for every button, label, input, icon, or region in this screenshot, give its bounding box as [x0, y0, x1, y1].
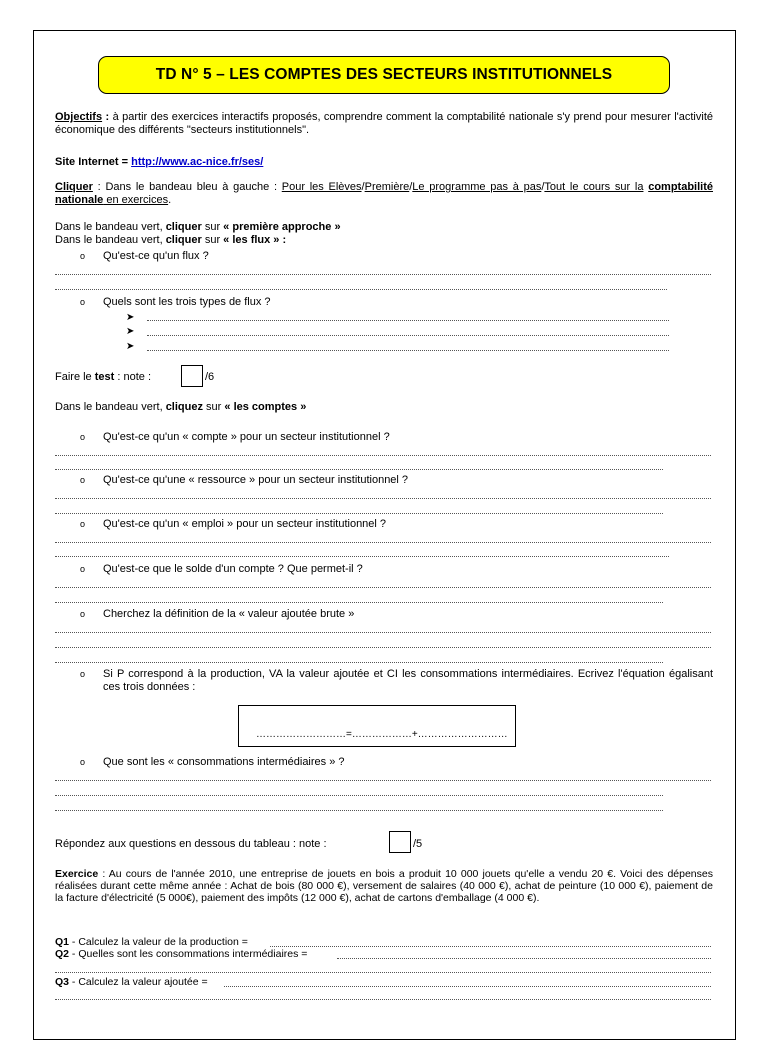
- answer-line: [147, 350, 669, 351]
- nav-sep: /: [361, 181, 365, 193]
- site-label: Site Internet =: [55, 156, 132, 168]
- q2-label: Q2: [55, 948, 70, 960]
- nav-link-eleves[interactable]: Pour les Elèves: [281, 181, 362, 193]
- answer-line: [55, 780, 711, 781]
- q1-label: Q1: [55, 936, 70, 948]
- exercise-score-input[interactable]: [389, 831, 411, 853]
- question-equation: Si P correspond à la production, VA la valeur ajoutée et CI les consommations intermédiaires. Ecrivez l'équation égalisant ces trois données :: [103, 668, 713, 693]
- answer-line: [270, 946, 711, 947]
- answer-line: [55, 455, 711, 456]
- nav-link-programme[interactable]: Le programme pas à pas: [412, 181, 542, 193]
- cliquer-label: Cliquer: [55, 181, 93, 193]
- circle-bullet-icon: o: [80, 757, 86, 767]
- arrow-bullet-icon: ➤: [126, 326, 135, 337]
- question-compte: Qu'est-ce qu'un « compte » pour un secteur institutionnel ?: [103, 431, 390, 443]
- bandeau-mid: sur: [201, 221, 224, 233]
- bandeau-pre: Dans le bandeau vert,: [55, 401, 166, 413]
- circle-bullet-icon: o: [80, 564, 86, 574]
- answer-line: [55, 662, 663, 663]
- cliquer-paragraph: [55, 181, 713, 207]
- question-ressource: Qu'est-ce qu'une « ressource » pour un secteur institutionnel ?: [103, 474, 409, 486]
- q3-text: - Calculez la valeur ajoutée =: [69, 976, 208, 988]
- answer-line: [55, 999, 711, 1000]
- q2-line: [55, 948, 307, 960]
- test-post: : note :: [114, 371, 152, 383]
- circle-bullet-icon: o: [80, 251, 86, 261]
- repondez-line: Répondez aux questions en dessous du tableau : note :: [55, 838, 327, 850]
- bandeau-pre: Dans le bandeau vert,: [55, 221, 166, 233]
- bandeau-verb: cliquer: [165, 221, 202, 233]
- answer-line: [55, 795, 663, 796]
- bandeau-premiere-approche: [55, 221, 341, 234]
- test-denominator: /6: [205, 371, 215, 383]
- circle-bullet-icon: o: [80, 669, 86, 679]
- page-title: TD N° 5 – LES COMPTES DES SECTEURS INSTITUTIONNELS: [98, 56, 670, 94]
- answer-line: [55, 587, 711, 588]
- repondez-denominator: /5: [413, 838, 423, 850]
- question-flux: Qu'est-ce qu'un flux ?: [103, 250, 209, 262]
- answer-line: [55, 513, 663, 514]
- bandeau-les-comptes: [55, 401, 306, 414]
- answer-line: [55, 469, 663, 470]
- bandeau-mid: sur: [202, 401, 225, 413]
- question-emploi: Qu'est-ce qu'un « emploi » pour un secteur institutionnel ?: [103, 518, 387, 530]
- q2-text: - Quelles sont les consommations intermédiaires =: [69, 948, 308, 960]
- answer-line: [55, 542, 711, 543]
- test-line: [55, 371, 151, 384]
- answer-line: [147, 320, 669, 321]
- bandeau-target: « les flux » :: [223, 234, 287, 246]
- question-consommations-intermediaires: Que sont les « consommations intermédiaires » ?: [103, 756, 345, 768]
- answer-line: [55, 972, 711, 973]
- bandeau-verb: cliquez: [165, 401, 203, 413]
- exercice-paragraph: [55, 868, 713, 904]
- site-url-link[interactable]: http://www.ac-nice.fr/ses/: [131, 156, 264, 168]
- bandeau-pre: Dans le bandeau vert,: [55, 234, 166, 246]
- test-score-input[interactable]: [181, 365, 203, 387]
- answer-line: [55, 810, 663, 811]
- answer-line: [55, 274, 711, 275]
- objectifs-sep: :: [102, 111, 113, 123]
- nav-link-exercices[interactable]: en exercices: [103, 194, 169, 206]
- test-bold: test: [94, 371, 115, 383]
- exercice-label: Exercice: [55, 868, 99, 880]
- bandeau-target: « première approche »: [223, 221, 341, 233]
- answer-line: [55, 647, 711, 648]
- question-solde: Qu'est-ce que le solde d'un compte ? Que permet-il ?: [103, 563, 363, 575]
- exercice-text: : Au cours de l'année 2010, une entreprise de jouets en bois a produit 10 000 jouets qu'elle a vendu 20 €. Voici des dépenses réalisées durant cette même année : Achat de bois (80 000 €), versement de salaires (40 000 €), achat de peinture (10 000 €), paiement de la facture d'électricité (5 000€), paiement des impôts (12 000 €), achat de cartons d'emballage (4 000 €).: [55, 868, 713, 904]
- answer-line: [55, 632, 711, 633]
- arrow-bullet-icon: ➤: [126, 312, 135, 323]
- objectifs-text: à partir des exercices interactifs proposés, comprendre comment la comptabilité nationale s'y prend pour mesurer l'activité économique des différents "secteurs institutionnels".: [55, 111, 713, 136]
- answer-line: [337, 958, 711, 959]
- bandeau-les-flux: [55, 234, 286, 247]
- objectifs-label: Objectifs: [55, 111, 103, 123]
- cliquer-intro: : Dans le bandeau bleu à gauche :: [92, 181, 282, 193]
- answer-line: [55, 289, 667, 290]
- q1-text: - Calculez la valeur de la production =: [69, 936, 248, 948]
- bandeau-verb: cliquer: [165, 234, 202, 246]
- nav-link-premiere[interactable]: Première: [364, 181, 410, 193]
- circle-bullet-icon: o: [80, 432, 86, 442]
- bandeau-target: « les comptes »: [224, 401, 307, 413]
- answer-line: [224, 986, 711, 987]
- equation-template: ………………………=………………+………………………: [256, 729, 508, 740]
- answer-line: [55, 498, 711, 499]
- nav-sep: /: [409, 181, 413, 193]
- bandeau-mid: sur: [201, 234, 224, 246]
- nav-link-comptabilite[interactable]: comptabilité nationale: [55, 181, 713, 206]
- cliquer-end: .: [168, 194, 172, 206]
- q3-line: [55, 976, 208, 988]
- arrow-bullet-icon: ➤: [126, 341, 135, 352]
- nav-link-cours[interactable]: Tout le cours sur la: [544, 181, 644, 193]
- circle-bullet-icon: o: [80, 519, 86, 529]
- q1-line: [55, 936, 248, 948]
- answer-line: [55, 602, 663, 603]
- circle-bullet-icon: o: [80, 475, 86, 485]
- circle-bullet-icon: o: [80, 297, 86, 307]
- site-line: [55, 156, 263, 169]
- circle-bullet-icon: o: [80, 609, 86, 619]
- answer-line: [55, 556, 669, 557]
- question-valeur-ajoutee-brute: Cherchez la définition de la « valeur ajoutée brute »: [103, 608, 355, 620]
- nav-sep: /: [541, 181, 545, 193]
- objectifs-paragraph: [55, 111, 713, 137]
- answer-line: [147, 335, 669, 336]
- q3-label: Q3: [55, 976, 70, 988]
- test-pre: Faire le: [55, 371, 95, 383]
- question-types-flux: Quels sont les trois types de flux ?: [103, 296, 271, 308]
